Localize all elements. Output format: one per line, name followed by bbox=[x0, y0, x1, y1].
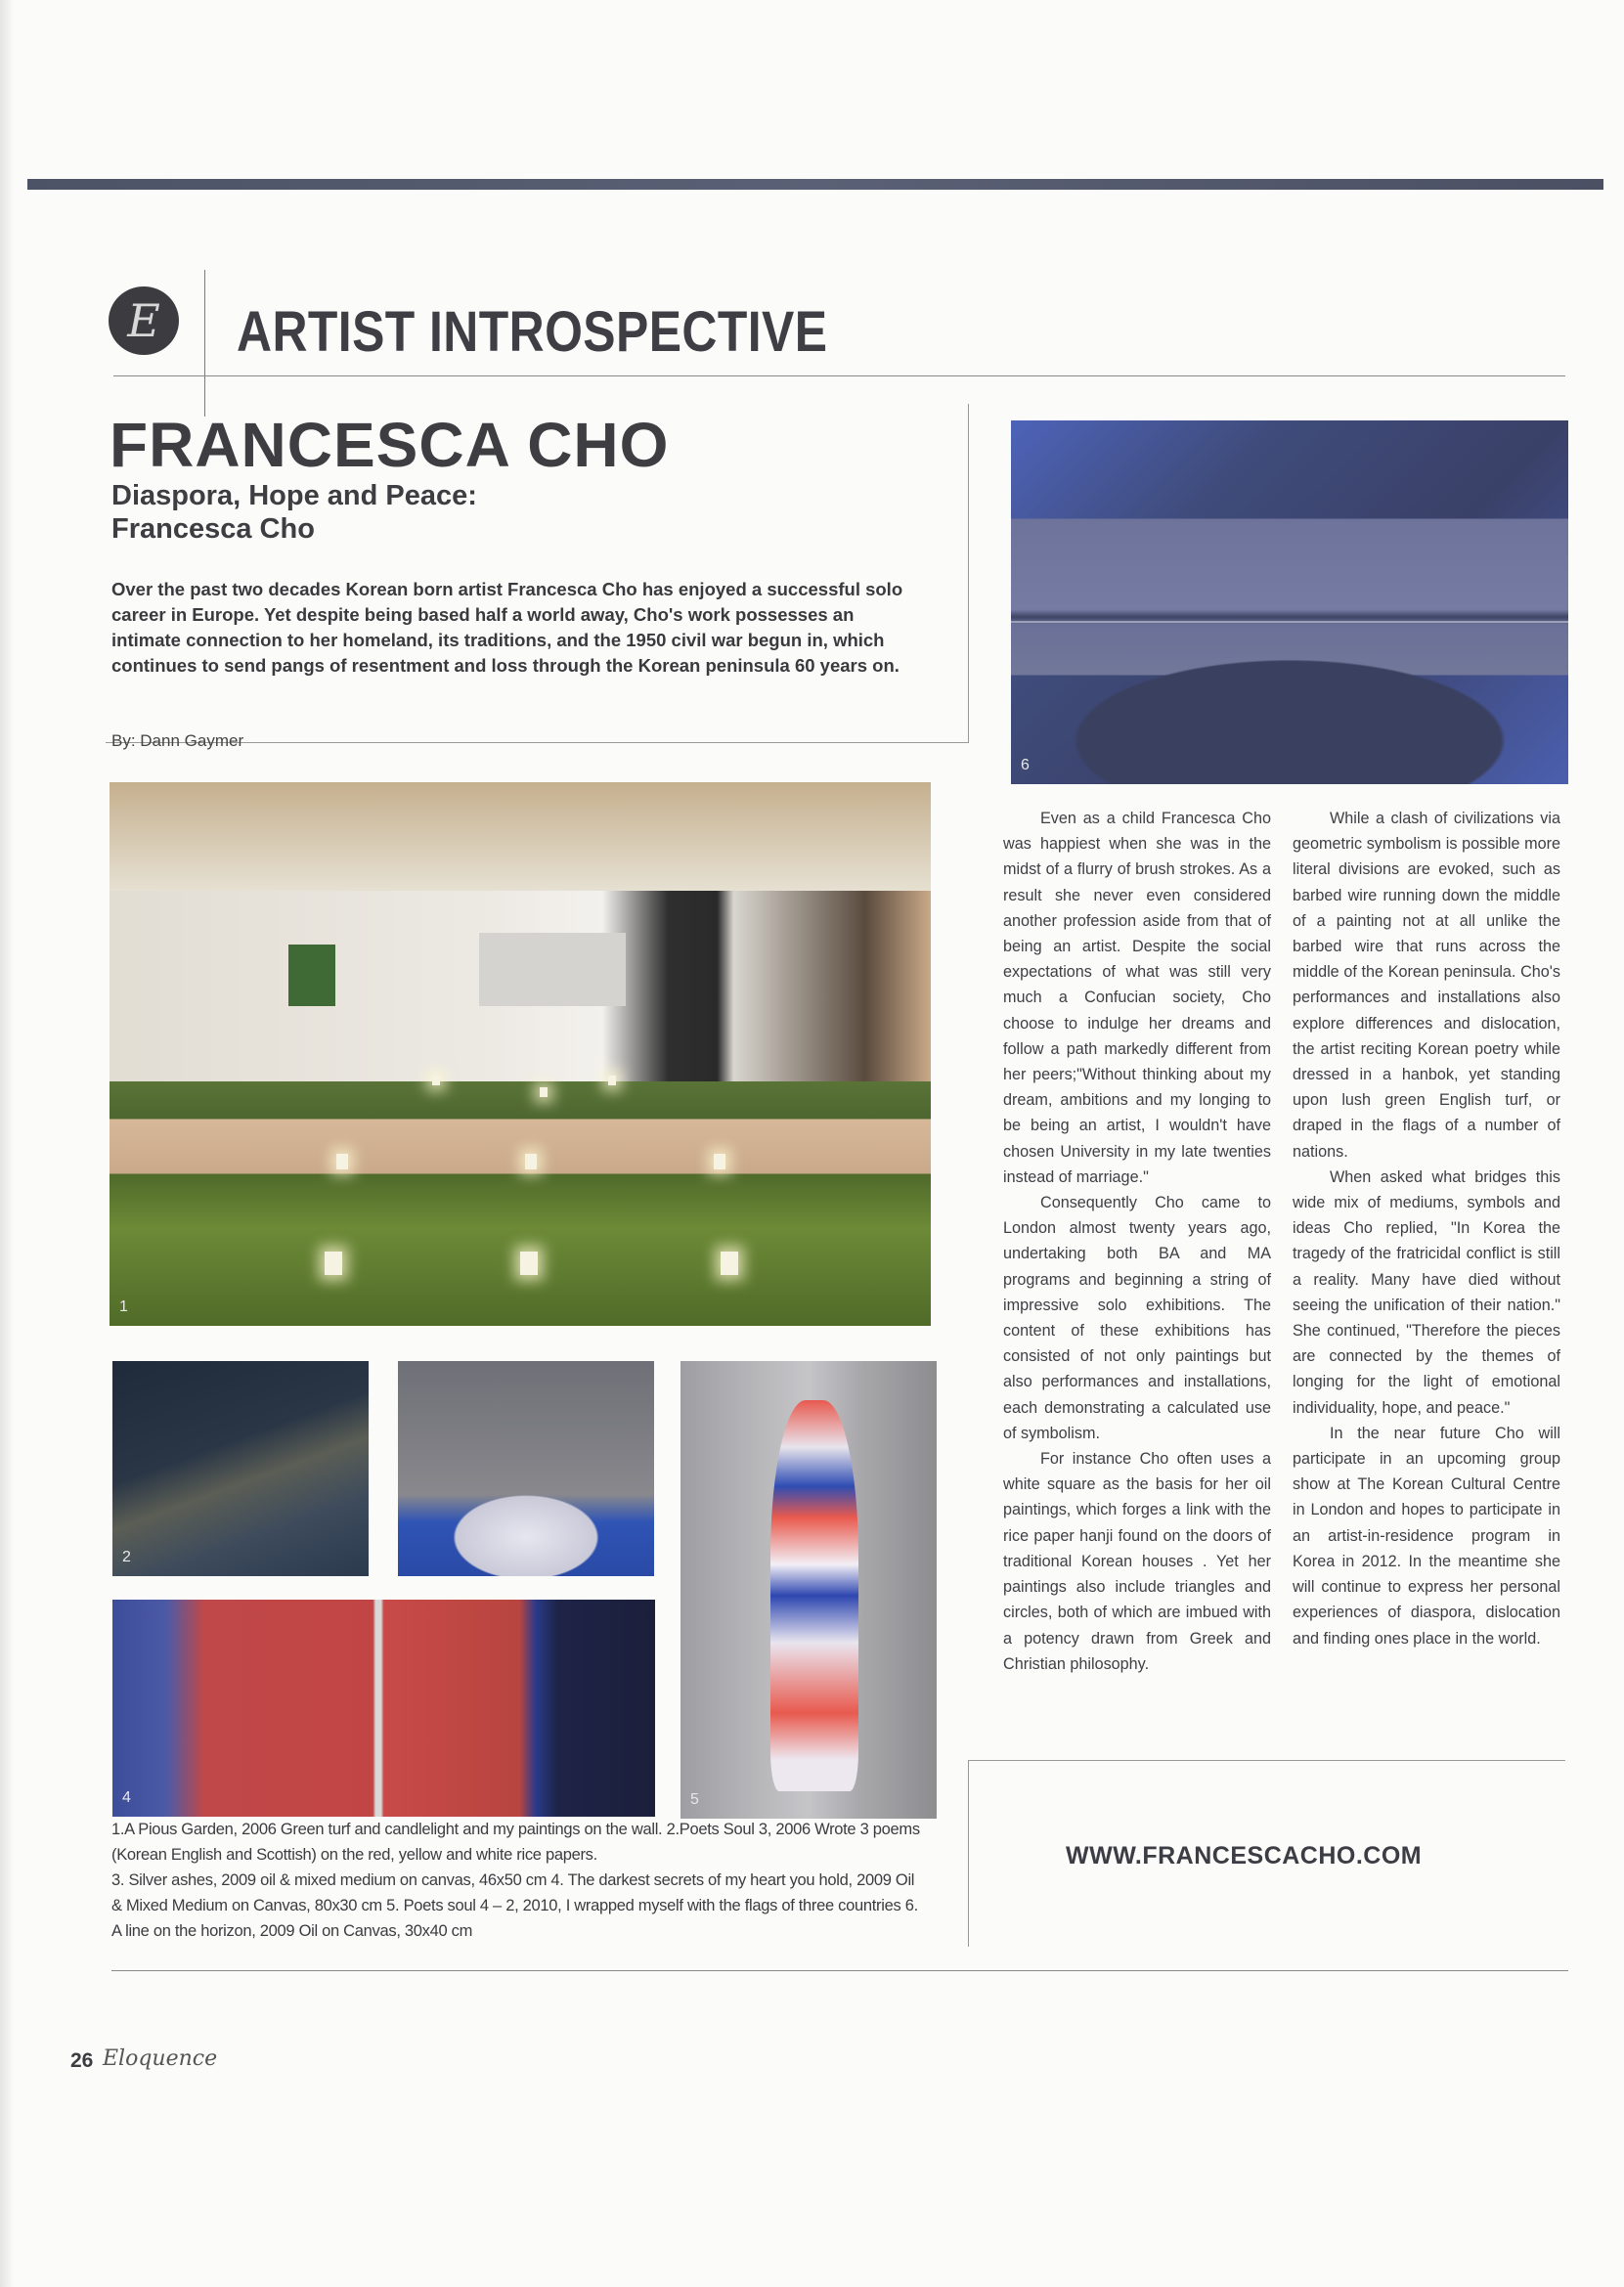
scan-edge-shadow bbox=[0, 0, 14, 2287]
candle bbox=[540, 1087, 548, 1097]
flag-wrapped-figure bbox=[770, 1400, 858, 1791]
photo-number: 2 bbox=[122, 1549, 131, 1565]
section-title: ARTIST INTROSPECTIVE bbox=[237, 300, 828, 364]
article-column-2 bbox=[1293, 806, 1560, 1651]
candle bbox=[608, 1076, 616, 1085]
photo-ceiling-area bbox=[110, 782, 931, 891]
candle bbox=[520, 1252, 538, 1275]
photo-number: 4 bbox=[122, 1789, 131, 1806]
photo-captions bbox=[111, 1817, 929, 1944]
paragraph: Even as a child Francesca Cho was happiest when she was in the midst of a flurry of brush strokes. As a result she never even considered another profession aside from that of being an artist. Despite the social expectations of what was still very much a Confucian society, Cho choose to indulge her dreams and follow a path markedly different from her peers;"Without thinking about my dream, ambitions and my longing to be being an artist, I wouldn't have chosen University in my late twenties instead of marriage." bbox=[1003, 810, 1271, 1186]
paragraph: Consequently Cho came to London almost twenty years ago, undertaking both BA and MA programs and beginning a string of impressive solo exhibitions. The content of these exhibitions has consisted of not only paintings but also performances and installations, each demonstrating a calculated use of symbolism. bbox=[1003, 1194, 1271, 1442]
subhead-line-2: Francesca Cho bbox=[111, 513, 315, 545]
photo-silver-ashes bbox=[398, 1361, 654, 1576]
subhead-line-1: Diaspora, Hope and Peace: bbox=[111, 480, 477, 511]
photo-grey-painting bbox=[479, 933, 626, 1006]
photo-poets-soul bbox=[112, 1361, 369, 1576]
photo-installation-garden bbox=[110, 782, 931, 1326]
photo-darkest-secrets bbox=[112, 1600, 655, 1817]
article-subhead bbox=[111, 479, 698, 546]
photo-flags-performance bbox=[680, 1361, 937, 1819]
bottom-rule bbox=[111, 1970, 1568, 1971]
photo-line-on-horizon bbox=[1011, 420, 1568, 784]
candle bbox=[721, 1252, 738, 1275]
logo-letter: E bbox=[127, 294, 160, 347]
caption-block: 3. Silver ashes, 2009 oil & mixed medium on canvas, 46x50 cm 4. The darkest secrets of my heart you hold, 2009 Oil & Mixed Medium on Canvas, 80x30 cm 5. Poets soul 4 – 2, 2010, I wrapped myself with the flags of three countries 6. A line on the horizon, 2009 Oil on Canvas, 30x40 cm bbox=[111, 1871, 918, 1940]
page-number: 26 bbox=[70, 2049, 94, 2072]
logo-divider bbox=[204, 270, 205, 417]
candle bbox=[525, 1154, 537, 1169]
paragraph: While a clash of civilizations via geometric symbolism is possible more literal divisions are evoked, such as barbed wire running down the middle of a painting not at all unlike the barbed wire that runs across the middle of the Korean peninsula. Cho's performances and installations also explore differences and dislocation, the artist reciting Korean poetry while dressed in a hanbok, yet standing upon lush green English turf, or draped in the flags of a number of nations. bbox=[1293, 810, 1560, 1161]
article-byline: By: Dann Gaymer bbox=[111, 731, 244, 750]
caption-block: 1.A Pious Garden, 2006 Green turf and candlelight and my paintings on the wall. 2.Poets Soul 3, 2006 Wrote 3 poems (Korean English and Scottish) on the red, yellow and white rice papers. bbox=[111, 1821, 920, 1864]
photo-number: 1 bbox=[119, 1298, 128, 1315]
artist-website-link[interactable]: WWW.FRANCESCACHO.COM bbox=[1066, 1842, 1423, 1869]
article-column-1 bbox=[1003, 806, 1271, 1677]
magazine-logo-badge bbox=[109, 286, 179, 355]
magazine-name: Eloquence bbox=[103, 2046, 218, 2071]
top-decorative-bar bbox=[27, 179, 1603, 190]
horizon-line bbox=[1011, 621, 1568, 623]
section-title-rule bbox=[113, 375, 1565, 376]
candle bbox=[432, 1076, 440, 1085]
candle bbox=[336, 1154, 348, 1169]
article-headline: FRANCESCA CHO bbox=[110, 410, 670, 480]
candle bbox=[714, 1154, 725, 1169]
article-intro: Over the past two decades Korean born artist Francesca Cho has enjoyed a successful solo career in Europe. Yet despite being based half a world away, Cho's work possesses an intimate connection to her homeland, its traditions, and the 1950 civil war begun in, which continues to send pangs of resentment and loss through the Korean peninsula 60 years on. bbox=[111, 579, 903, 676]
photo-number: 5 bbox=[690, 1791, 699, 1808]
paragraph: When asked what bridges this wide mix of mediums, symbols and ideas Cho replied, "In Korea the tragedy of the fratricidal conflict is still a reality. Many have died without seeing the unification of their nation." She continued, "Therefore the pieces are connected by the themes of longing for the light of emotional individuality, hope, and peace." bbox=[1293, 1167, 1560, 1417]
paragraph: In the near future Cho will participate in an upcoming group show at The Korean Cultural Centre in London and hopes to participate in an artist-in-residence program in Korea in 2012. In the meantime she will continue to express her personal experiences of diaspora, dislocation and finding ones place in the world. bbox=[1293, 1424, 1560, 1648]
paragraph: For instance Cho often uses a white square as the basis for her oil paintings, which forges a link with the rice paper hanji found on the doors of traditional Korean houses . Yet her paintings also include triangles and circles, both of which are imbued with a potency drawn from Greek and Christian philosophy. bbox=[1003, 1450, 1271, 1673]
candle bbox=[325, 1252, 342, 1275]
photo-green-painting bbox=[288, 945, 335, 1006]
photo-number: 6 bbox=[1021, 757, 1030, 773]
